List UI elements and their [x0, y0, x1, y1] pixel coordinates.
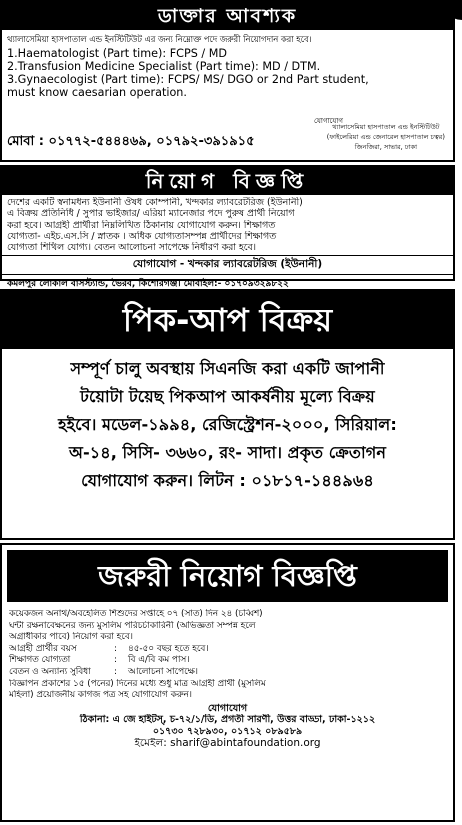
recruitment-notice-ad — [0, 165, 455, 290]
body-line: সম্পূর্ণ চালু অবস্থায় সিএনজি করা একটি জাপানী — [70, 359, 385, 378]
org-line: থ্যালাসেমিয়া হাসপাতাল এন্ড ইনস্টিটিউট — [332, 123, 440, 131]
position-item: 3.Gynaecologist (Part time): FCPS/ MS/ DGO or 2nd Part student, — [7, 73, 369, 86]
requirement-label: শিক্ষাগত যোগ্যতা — [9, 655, 71, 666]
requirement-separator: : — [114, 666, 117, 677]
address-line: ঠিকানা: এ জে হাইটস্, চ-৭২/১/ডি, প্রগতী সারণী, উত্তর বাড্ডা, ঢাকা-১২১২ — [79, 714, 376, 726]
org-line: (ফাইলেরিয়া এন্ড জেনারেল হাসপাতাল চত্বর) — [326, 133, 445, 141]
position-item: 1.Haematologist (Part time): FCPS / MD — [7, 47, 227, 60]
mobile-numbers: মোবা : ০১৭৭২-৫৪৪৪৬৯, ০১৭৯২-৩৯১৯১৫ — [7, 134, 255, 149]
ad-title: নিয়োগ বিজ্ঞপ্তি — [2, 167, 453, 195]
ad-footer — [2, 117, 453, 160]
doctor-wanted-ad — [0, 0, 455, 162]
requirement-separator: : — [114, 655, 117, 666]
body-line: টয়োটা টয়েছ পিকআপ আকর্ষনীয় মূল্যে বিক্রয় — [80, 387, 375, 406]
contact-label: যোগাযোগ — [314, 117, 343, 125]
requirement-separator: : — [114, 643, 117, 654]
body-line: এ বিক্রয় প্রতিনিধি / সুপার ভাইজার/ এরিয়া ম্যানেজার পদে পুরুষ প্রার্থী নিয়োগ — [7, 208, 295, 220]
address-line: কমলপুর লোকাল বাসস্ট্যান্ড, ভৈরব, কিশোরগঞ্জ। মোবাইল:- ০১৭০৯৩২৯৮২২ — [2, 274, 453, 292]
body-line: যোগাযোগ করুন। লিটন : ০১৮১৭-১৪৪৯৬৪ — [81, 471, 374, 490]
requirement-row — [9, 655, 446, 667]
phone-numbers: ০১৭৩০ ৭২৮৯৩০, ০১৭১২ ০৮৯৫৮৯ — [152, 725, 303, 737]
position-item: 2.Transfusion Medicine Specialist (Part time): MD / DTM. — [7, 60, 321, 73]
body-line: মহিলা) প্রয়োজনীয় কাগজ পত্র সহ যোগাযোগ করুন। — [9, 690, 192, 701]
body-line: দেশের একটি স্বনামধন্য ইউনানী ঔষধ কোম্পানী, খন্দকার ল্যাবরেটরিজ (ইউনানী) — [7, 197, 303, 208]
body-line: বিজ্ঞাপন প্রকাশের ১৫ (পনের) দিনের মধ্যে শুধু মাত্র আগ্রহী প্রার্থী (মুসলিম — [9, 678, 266, 689]
requirement-value: আলোচনা সাপেক্ষে। — [128, 666, 198, 677]
organization-address — [327, 122, 445, 152]
ad-intro: থ্যালাসেমিয়া হাসপাতাল এন্ড ইনস্টিটিউট এর জন্য নিম্নোক্ত পদে জরুরী নিয়োগদান করা হবে। — [7, 34, 312, 44]
body-line: হইবে। মডেল-১৯৯৪, রেজিস্ট্রেশন-২০০০, সিরিয়াল: — [58, 415, 397, 434]
requirement-label: বেতন ও অন্যান্য সুবিধা — [9, 666, 91, 677]
contact-line: যোগাযোগ - খন্দকার ল্যাবরেটরিজ (ইউনানী) — [2, 255, 453, 274]
body-line: অগ্রাধীকার পাবে) নিয়োগ করা হবে। — [9, 632, 133, 643]
ad-title: জরুরী নিয়োগ বিজ্ঞপ্তি — [7, 550, 448, 602]
position-item: must know caesarian operation. — [7, 86, 187, 99]
contact-label: যোগাযোগ — [207, 702, 248, 714]
body-line: অ-১৪, সিসি- ৩৬৬০, রং- সাদা। প্রকৃত ক্রেতাগন — [68, 443, 387, 462]
ad-body — [2, 349, 453, 495]
body-line: যোগ্যতা- এইচ.এস.সি / স্নাতক । অধিক যোগ্যতাসম্পন্ন প্রার্থীদের শিক্ষাগত — [7, 230, 277, 242]
requirement-value: ৪৫-৫০ বছর হতে হবে। — [128, 643, 209, 654]
requirement-label: আগ্রহী প্রার্থীর বয়স — [9, 643, 77, 654]
email-address: ইমেইল: sharif@abintafoundation.org — [134, 737, 321, 749]
requirement-value: বি এ/বি কম পাস। — [128, 655, 190, 666]
requirement-row — [9, 644, 446, 656]
urgent-recruitment-ad — [0, 543, 455, 822]
org-line: জিনজিরা, সাভার, ঢাকা — [354, 143, 418, 151]
ad-title: ডাক্তার আবশ্যক — [2, 2, 453, 30]
requirement-row — [9, 667, 446, 679]
ad-body — [2, 602, 453, 749]
body-line: ঘন্টা রক্ষনাবেক্ষনের জন্য মুসলিম পরিচর্চাকারিনী (অভিজ্ঞতা সম্পন্ন হলে — [9, 620, 256, 631]
ad-body — [2, 195, 453, 253]
body-line: করা হবে। আগ্রহী প্রার্থীরা নিম্নলিখিত ঠিকানায় যোগাযোগ করুন। শিক্ষাগত — [7, 219, 276, 231]
body-line: কয়েকজন অনাথ/অবহেলিত শিশুদের সপ্তাহে ০৭ (সাত) দিন ২৪ (চব্বিশ) — [9, 609, 263, 619]
ad-title: পিক-আপ বিক্রয় — [2, 291, 453, 349]
body-line: যোগ্যতা শিথিল যোগ্য। বেতন আলোচনা সাপেক্ষে নির্ধারণ করা হবে। — [7, 242, 257, 254]
pickup-sale-ad — [0, 289, 455, 540]
